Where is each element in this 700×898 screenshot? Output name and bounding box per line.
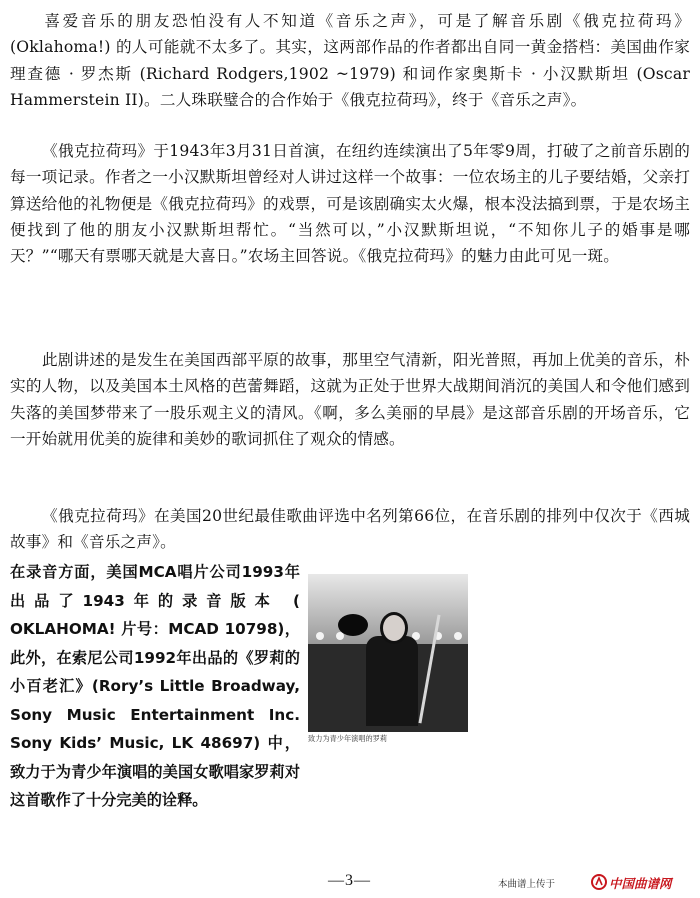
- paragraph-1-text: 喜爱音乐的朋友恐怕没有人不知道《音乐之声》，可是了解音乐剧《俄克拉荷玛》(Oklahoma!) 的人可能就不太多了。其实，这两部作品的作者都出自同一黄金搭档：美国曲作家理查德 · 罗杰斯 (Richard Rodgers,1902 ~1979) 和词作家奥斯卡 · 小汉默斯坦 (Oscar Hammerstein II)。二人珠联璧合的合作始于《俄克拉荷玛》，终于《音乐之声》。: [10, 12, 690, 109]
- site-logo-icon: [591, 874, 607, 890]
- upload-notice: 本曲谱上传于: [498, 879, 556, 890]
- photo-caption: 致力为青少年演唱的罗莉: [308, 734, 388, 743]
- paragraph-4-intro: [10, 503, 690, 556]
- paragraph-2: [10, 138, 690, 269]
- paragraph-3-text: 此剧讲述的是发生在美国西部平原的故事，那里空气清新，阳光普照，再加上优美的音乐，朴实的人物，以及美国本土风格的芭蕾舞蹈，这就为正处于世界大战期间消沉的美国人和令他们感到失落的美国梦带来了一股乐观主义的清风。《啊，多么美丽的早晨》是这部音乐剧的开场音乐，它一开始就用优美的旋律和美妙的歌词抓住了观众的情感。: [10, 351, 690, 448]
- paragraph-2-text: 《俄克拉荷玛》于1943年3月31日首演，在纽约连续演出了5年零9周，打破了之前音乐剧的每一项记录。作者之一小汉默斯坦曾经对人讲过这样一个故事：一位农场主的儿子要结婚，父亲打算送给他的礼物便是《俄克拉荷玛》的戏票，可是该剧确实太火爆，根本没法搞到票，于是农场主便找到了他的朋友小汉默斯坦帮忙。“当然可以，”小汉默斯坦说，“不知你儿子的婚事是哪天？”“哪天有票哪天就是大喜日。”农场主回答说。《俄克拉荷玛》的魅力由此可见一斑。: [10, 142, 690, 266]
- paragraph-3: [10, 347, 690, 452]
- singer-head: [380, 612, 408, 644]
- page-number: —3—: [328, 872, 371, 889]
- singer-figure: [366, 636, 418, 726]
- paragraph-4-recording-text: 在录音方面，美国MCA唱片公司1993年出品了1943年的录音版本 ( OKLAHOMA! 片号：MCAD 10798)，此外，在索尼公司1992年出品的《罗莉的小百老汇》(Rory’s Little Broadway, Sony Music Entertainment Inc. Sony Kids’ Music, LK 48697) 中，致力于为青少年演唱的美国女歌唱家罗莉对这首歌作了十分完美的诠释。: [10, 563, 300, 809]
- paragraph-1: [10, 8, 690, 113]
- hat: [338, 614, 368, 636]
- singer-photo: [308, 574, 468, 732]
- paragraph-4-recording: [10, 558, 300, 815]
- stage-light: [316, 632, 324, 640]
- site-name[interactable]: 中国曲谱网: [609, 876, 672, 891]
- stage-light: [454, 632, 462, 640]
- paragraph-4-intro-text: 《俄克拉荷玛》在美国20世纪最佳歌曲评选中名列第66位，在音乐剧的排列中仅次于《西城故事》和《音乐之声》。: [10, 507, 690, 552]
